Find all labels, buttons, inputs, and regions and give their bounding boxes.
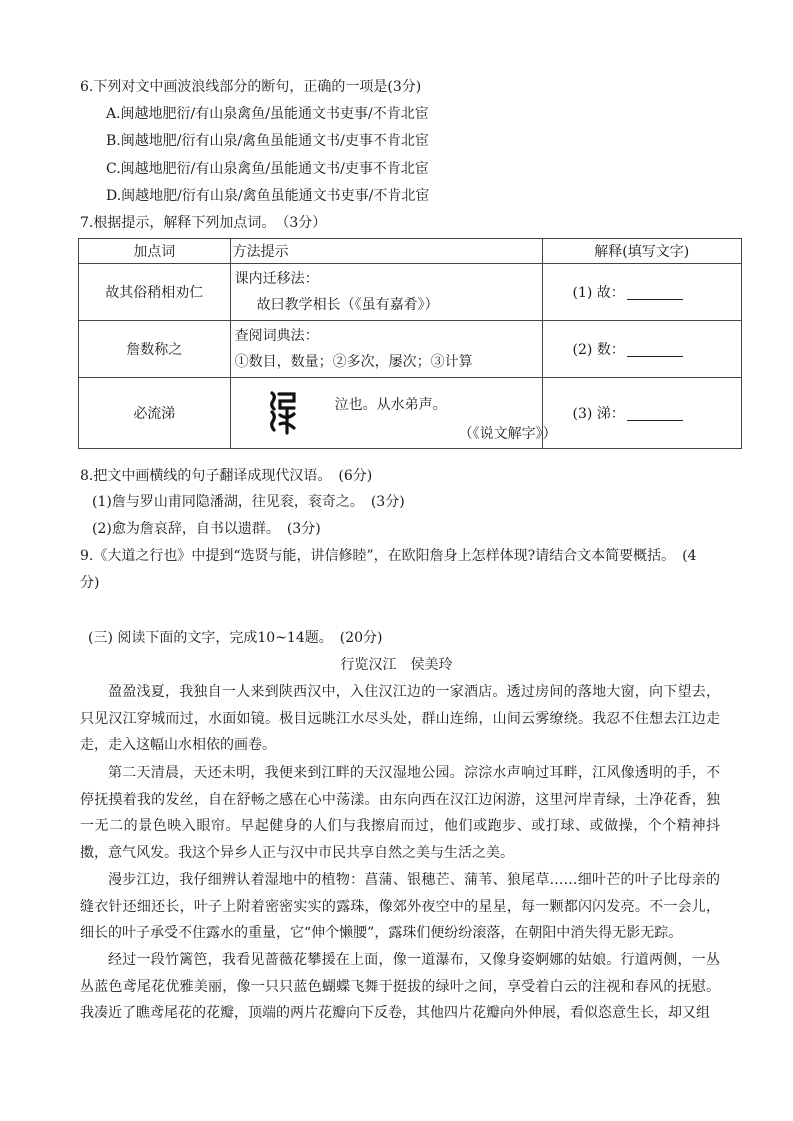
row-answer-label: (2) 数： <box>572 342 625 358</box>
paragraph-4: 经过一段竹篱笆，我看见蔷薇花攀援在上面，像一道瀑布，又像身姿婀娜的姑娘。行道两侧，一丛丛蓝色鸢尾花优雅美丽，像一只只蓝色蝴蝶飞舞于挺拔的绿叶之间，享受着白云的注视和春风的抚慰。我凑近了瞧鸢尾花的花瓣，顶端的两片花瓣向下反卷，其他四片花瓣向外伸展，看似恣意生长，却又组 <box>80 952 720 1021</box>
row-method-cell <box>230 321 542 378</box>
row-method: 查阅词典法： <box>234 328 319 344</box>
q6-option-c: C.闽越地肥衍/有山泉禽鱼/虽能通文书/吏事不肯北宦 <box>106 161 429 177</box>
row-word: 詹数称之 <box>79 321 231 378</box>
row-word: 故其俗稍相劝仁 <box>79 264 231 321</box>
table-header-row <box>79 239 742 264</box>
row-answer-label: (1) 故： <box>572 285 625 301</box>
header-word: 加点词 <box>79 239 231 264</box>
row-word: 必流涕 <box>79 378 231 449</box>
row-detail: （《说文解字》） <box>458 426 557 442</box>
row-answer-cell <box>542 378 741 449</box>
table-row <box>79 264 742 321</box>
table-row <box>79 378 742 449</box>
q6-stem: 6.下列对文中画波浪线部分的断句，正确的一项是(3分) <box>80 79 422 95</box>
paragraph-1: 盈盈浅夏，我独自一人来到陕西汉中，入住汉江边的一家酒店。透过房间的落地大窗，向下望去，只见汉江穿城而过，水面如镜。极目远眺江水尽头处，群山连绵，山间云雾缭绕。我忍不住想去江边走走，走入这幅山水相依的画卷。 <box>80 684 720 753</box>
row-answer-cell <box>542 264 741 321</box>
q9-line-1: 9.《大道之行也》中提到“选贤与能，讲信修睦”，在欧阳詹身上怎样体现?请结合文本简要概括。 (4 <box>80 548 697 564</box>
row-method-cell <box>230 378 557 449</box>
row-answer-label: (3) 涕： <box>572 406 625 422</box>
answer-blank[interactable] <box>627 287 683 300</box>
header-answer: 解释(填写文字) <box>542 239 741 264</box>
q6-option-d: D.闽越地肥/衍有山泉/禽鱼虽能通文书吏事/不肯北宦 <box>106 188 430 204</box>
seal-script-glyph-icon <box>267 390 297 436</box>
q6-option-a: A.闽越地肥衍/有山泉禽鱼/虽能通文书吏事/不肯北宦 <box>106 106 429 122</box>
q6-option-b: B.闽越地肥/衍有山泉/禽鱼虽能通文书/吏事不肯北宦 <box>106 133 429 149</box>
row-detail: 故曰教学相长（《虽有嘉肴》） <box>256 297 439 313</box>
paragraph-3: 漫步江边，我仔细辨认着湿地中的植物：菖蒲、银穗芒、蒲苇、狼尾草……细叶芒的叶子比母亲的缝衣针还细还长，叶子上附着密密实实的露珠，像郊外夜空中的星星，每一颗都闪闪发亮。不一会儿，细长的叶子承受不住露水的重量，它“伸个懒腰”，露珠们便纷纷滚落，在朝阳中消失得无影无踪。 <box>80 872 720 941</box>
row-method: 课内迁移法： <box>234 271 319 287</box>
q7-stem: 7.根据提示，解释下列加点词。 （3分） <box>80 215 327 231</box>
row-answer-cell <box>542 321 741 378</box>
answer-blank[interactable] <box>627 408 683 421</box>
hint-table <box>78 238 742 449</box>
row-detail: ①数目，数量；②多次，屡次；③计算 <box>234 354 473 370</box>
section-heading: (三) 阅读下面的文字，完成10~14题。 (20分) <box>88 630 383 646</box>
answer-blank[interactable] <box>627 344 683 357</box>
header-method: 方法提示 <box>230 239 542 264</box>
essay-title: 行览汉江 侯美玲 <box>340 657 453 673</box>
q8-item-1: (1)詹与罗山甫同隐潘湖，往见衮，衮奇之。 (3分) <box>92 494 405 510</box>
row-method: 泣也。从水弟声。 <box>334 397 447 413</box>
q8-stem: 8.把文中画横线的句子翻译成现代汉语。 (6分) <box>80 468 373 484</box>
q8-item-2: (2)愈为詹哀辞，自书以遗群。 (3分) <box>92 521 321 537</box>
paragraph-2: 第二天清晨，天还未明，我便来到江畔的天汉湿地公园。淙淙水声响过耳畔，江风像透明的手，不停抚摸着我的发丝，自在舒畅之感在心中荡漾。由东向西在汉江边闲游，这里河岸青绿，土净花香，独一无二的景色映入眼帘。早起健身的人们与我擦肩而过，他们或跑步、或打球、或做操，个个精神抖擞，意气风发。我这个异乡人正与汉中市民共享自然之美与生活之美。 <box>80 765 720 861</box>
table-row <box>79 321 742 378</box>
row-method-cell <box>230 264 542 321</box>
q9-line-2: 分) <box>80 575 100 591</box>
